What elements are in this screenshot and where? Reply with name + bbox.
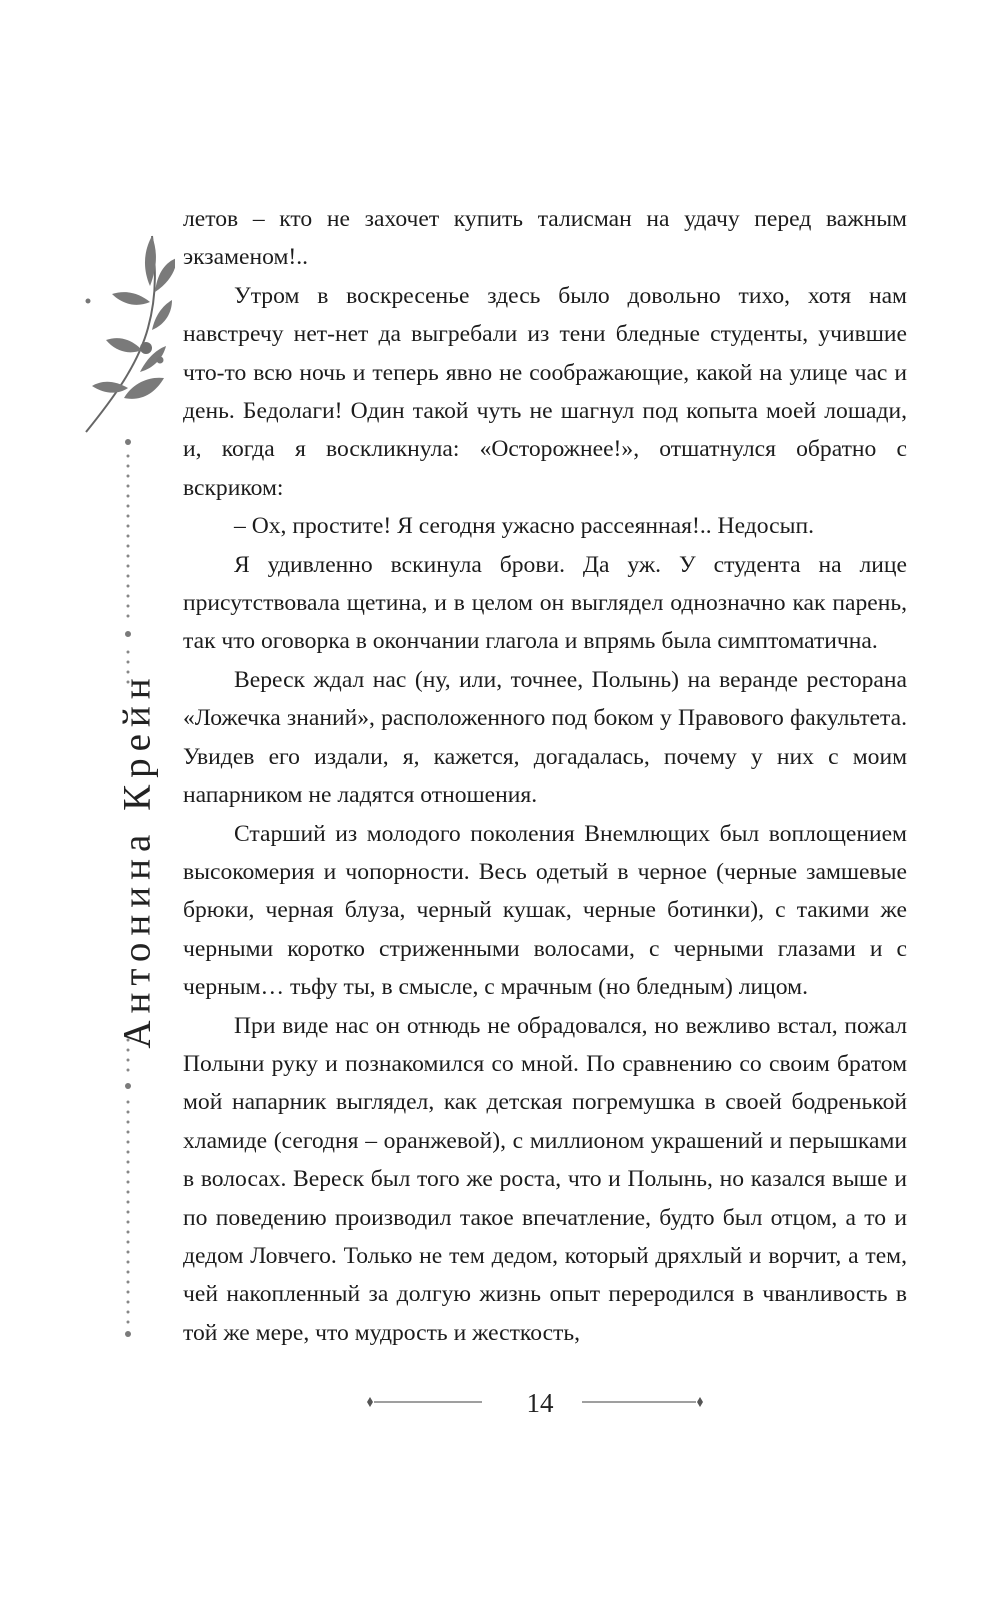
paragraph: Вереск ждал нас (ну, или, точнее, Полынь) на веранде ресторана «Ложечка знаний», расположенного под боком у Правового факультета. Увидев его издали, я, кажется, догадалась, почему у них с моим напарником не ладятся отношения. <box>183 666 907 809</box>
page-number: 14 <box>526 1388 554 1418</box>
paragraph: Старший из молодого поколения Внемлющих был воплощением высокомерия и чопорности. Весь одетый в черное (черные замшевые брюки, черная блуза, черный кушак, черные ботинки), с такими же черными коротко стриженными волосами, с черными глазами и с черным… тьфу ты, в смысле, с мрачным (но бледным) лицом. <box>183 820 907 1001</box>
paragraph: Я удивленно вскинула брови. Да уж. У студента на лице присутствовала щетина, и в целом он выглядел однозначно как парень, так что оговорка в окончании глагола и впрямь была симптоматична. <box>183 551 907 655</box>
laurel-branch-icon <box>86 236 176 432</box>
paragraph: – Ох, простите! Я сегодня ужасно рассеянная!.. Недосып. <box>234 513 814 540</box>
body-text <box>183 200 907 1352</box>
paragraph: При виде нас он отнюдь не обрадовался, но вежливо встал, пожал Полыни руку и познакомился со мной. По сравнению со своим братом мой напарник выглядел, как детская погремушка в своей бодренькой хламиде (сегодня – оранжевой), с миллионом украшений и перышками в волосах. Вереск был того же роста, что и Полынь, но казался выше и по поведению производил такое впечатление, будто был отцом, а то и дедом Ловчего. Только не тем дедом, который дряхлый и ворчит, а тем, чей накопленный за долгую жизнь опыт переродился в чванливость в той же мере, что мудрость и жесткость, <box>183 1012 907 1346</box>
right-diamond-icon <box>697 1397 703 1407</box>
paragraph: Утром в воскресенье здесь было довольно тихо, хотя нам навстречу нет-нет да выгребали из тени бледные студенты, учившие что-то всю ночь и теперь явно не соображающие, какой на улице час и день. Бедолаги! Один такой чуть не шагнул под копыта моей лошади, и, когда я воскликнула: «Осторожнее!», отшатнулся обратно с вскриком: <box>183 282 907 501</box>
paragraph: летов – кто не захочет купить талисман на удачу перед важным экзаменом!.. <box>183 206 907 271</box>
left-diamond-icon <box>367 1397 373 1407</box>
running-head-author: Антонина Крейн <box>115 671 159 1049</box>
